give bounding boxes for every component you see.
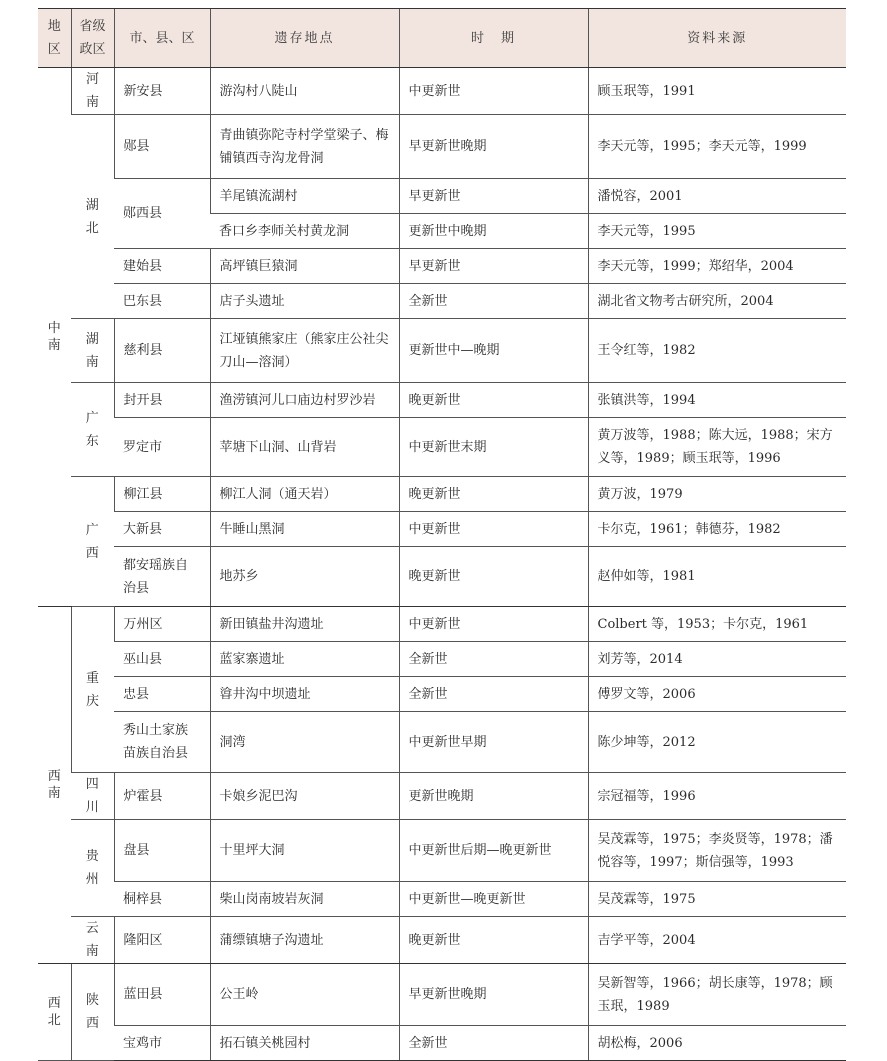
- table-row: [38, 607, 846, 642]
- county-cell: 忠县: [114, 677, 210, 712]
- table-row: [38, 882, 846, 917]
- county-cell: 建始县: [114, 249, 210, 284]
- site-cell: 苹塘下山洞、山背岩: [210, 418, 399, 477]
- source-cell: 傅罗文等，2006: [588, 677, 846, 712]
- table-row: [38, 712, 846, 773]
- header-source: 资料来源: [588, 9, 846, 68]
- table-row: [38, 677, 846, 712]
- period-cell: 中更新世—晚更新世: [399, 882, 588, 917]
- table-row: [38, 917, 846, 964]
- source-cell: Colbert 等，1953；卡尔克，1961: [588, 607, 846, 642]
- site-table: [38, 8, 846, 1061]
- county-cell: 盘县: [114, 820, 210, 882]
- period-cell: 全新世: [399, 642, 588, 677]
- county-cell: 都安瑶族自治县: [114, 547, 210, 607]
- period-cell: 中更新世: [399, 68, 588, 115]
- province-cell: 广东: [71, 383, 114, 477]
- site-cell: 香口乡李师关村黄龙洞: [210, 214, 399, 249]
- source-cell: 刘芳等，2014: [588, 642, 846, 677]
- period-cell: 早更新世: [399, 179, 588, 214]
- source-cell: 潘悦容，2001: [588, 179, 846, 214]
- period-cell: 更新世中—晚期: [399, 319, 588, 383]
- table-row: [38, 512, 846, 547]
- province-cell: 贵州: [71, 820, 114, 917]
- site-cell: 十里坪大洞: [210, 820, 399, 882]
- source-cell: 李天元等，1995；李天元等，1999: [588, 115, 846, 179]
- county-cell: 巫山县: [114, 642, 210, 677]
- province-cell: 广西: [71, 477, 114, 607]
- county-cell: 郧西县: [114, 179, 210, 249]
- site-cell: 蒲缥镇塘子沟遗址: [210, 917, 399, 964]
- county-cell: 秀山土家族苗族自治县: [114, 712, 210, 773]
- period-cell: 全新世: [399, 284, 588, 319]
- period-cell: 更新世中晚期: [399, 214, 588, 249]
- source-cell: 李天元等，1995: [588, 214, 846, 249]
- source-cell: 宗冠福等，1996: [588, 773, 846, 820]
- table-row: [38, 642, 846, 677]
- region-label: 西北: [47, 996, 61, 1028]
- site-cell: 高坪镇巨猿洞: [210, 249, 399, 284]
- site-cell: 地苏乡: [210, 547, 399, 607]
- period-cell: 早更新世晚期: [399, 964, 588, 1026]
- source-cell: 吴新智等，1966；胡长康等，1978；顾玉珉，1989: [588, 964, 846, 1026]
- site-cell: 拓石镇关桃园村: [210, 1026, 399, 1061]
- period-cell: 全新世: [399, 677, 588, 712]
- table-row: [38, 115, 846, 179]
- table-row: [38, 820, 846, 882]
- county-cell: 大新县: [114, 512, 210, 547]
- region-label: 西南: [47, 769, 61, 801]
- period-cell: 晚更新世: [399, 477, 588, 512]
- table-row: [38, 179, 846, 214]
- region-cell: [38, 68, 71, 607]
- source-cell: 黄万波等，1988；陈大远，1988；宋方义等，1989；顾玉珉等，1996: [588, 418, 846, 477]
- header-county: 市、县、区: [114, 9, 210, 68]
- county-cell: 新安县: [114, 68, 210, 115]
- table-row: [38, 773, 846, 820]
- table-row: [38, 1026, 846, 1061]
- header-province: 省级政区: [71, 9, 114, 68]
- header-region: 地区: [38, 9, 71, 68]
- province-cell: 陕西: [71, 964, 114, 1061]
- period-cell: 全新世: [399, 1026, 588, 1061]
- site-cell: 柴山岗南坡岩灰洞: [210, 882, 399, 917]
- source-cell: 吴茂霖等，1975: [588, 882, 846, 917]
- period-cell: 早更新世: [399, 249, 588, 284]
- region-cell: [38, 964, 71, 1061]
- period-cell: 晚更新世: [399, 383, 588, 418]
- province-cell: 湖北: [71, 115, 114, 319]
- county-cell: 蓝田县: [114, 964, 210, 1026]
- site-cell: 店子头遗址: [210, 284, 399, 319]
- site-cell: 洞湾: [210, 712, 399, 773]
- site-cell: 新田镇盐井沟遗址: [210, 607, 399, 642]
- county-cell: 巴东县: [114, 284, 210, 319]
- table-row: [38, 383, 846, 418]
- county-cell: 隆阳区: [114, 917, 210, 964]
- province-cell: 云南: [71, 917, 114, 964]
- source-cell: 黄万波，1979: [588, 477, 846, 512]
- period-cell: 中更新世早期: [399, 712, 588, 773]
- county-cell: 罗定市: [114, 418, 210, 477]
- county-cell: 宝鸡市: [114, 1026, 210, 1061]
- province-cell: 湖南: [71, 319, 114, 383]
- table-row: [38, 68, 846, 115]
- table-row: [38, 964, 846, 1026]
- source-cell: 胡松梅，2006: [588, 1026, 846, 1061]
- county-cell: 桐梓县: [114, 882, 210, 917]
- county-cell: 慈利县: [114, 319, 210, 383]
- table-row: [38, 319, 846, 383]
- table-row: [38, 418, 846, 477]
- province-cell: 重庆: [71, 607, 114, 773]
- site-cell: 青曲镇弥陀寺村学堂梁子、梅铺镇西寺沟龙骨洞: [210, 115, 399, 179]
- table-row: [38, 284, 846, 319]
- province-cell: 四川: [71, 773, 114, 820]
- county-cell: 郧县: [114, 115, 210, 179]
- source-cell: 吉学平等，2004: [588, 917, 846, 964]
- period-cell: 晚更新世: [399, 547, 588, 607]
- source-cell: 卡尔克，1961；韩德芬，1982: [588, 512, 846, 547]
- table-row: [38, 547, 846, 607]
- source-cell: 顾玉珉等，1991: [588, 68, 846, 115]
- site-cell: 卡娘乡泥巴沟: [210, 773, 399, 820]
- period-cell: 中更新世: [399, 512, 588, 547]
- province-cell: 河南: [71, 68, 114, 115]
- header-period: 时 期: [399, 9, 588, 68]
- source-cell: 王令红等，1982: [588, 319, 846, 383]
- header-row: [38, 9, 846, 68]
- county-cell: 柳江县: [114, 477, 210, 512]
- source-cell: 湖北省文物考古研究所，2004: [588, 284, 846, 319]
- period-cell: 中更新世: [399, 607, 588, 642]
- county-cell: 炉霍县: [114, 773, 210, 820]
- county-cell: 封开县: [114, 383, 210, 418]
- period-cell: 早更新世晚期: [399, 115, 588, 179]
- table-row: [38, 477, 846, 512]
- region-label: 中南: [47, 321, 61, 353]
- site-cell: 柳江人洞（通天岩）: [210, 477, 399, 512]
- site-cell: 牛睡山黑洞: [210, 512, 399, 547]
- site-cell: 江垭镇熊家庄（熊家庄公社尖刀山—溶洞）: [210, 319, 399, 383]
- source-cell: 吴茂霖等，1975；李炎贤等，1978；潘悦容等，1997；斯信强等，1993: [588, 820, 846, 882]
- county-cell: 万州区: [114, 607, 210, 642]
- source-cell: 张镇洪等，1994: [588, 383, 846, 418]
- source-cell: 赵仲如等，1981: [588, 547, 846, 607]
- table-row: [38, 249, 846, 284]
- site-cell: 游沟村八陡山: [210, 68, 399, 115]
- period-cell: 更新世晚期: [399, 773, 588, 820]
- site-cell: 蓝家寨遗址: [210, 642, 399, 677]
- site-cell: 渔涝镇河儿口庙边村罗沙岩: [210, 383, 399, 418]
- period-cell: 中更新世后期—晚更新世: [399, 820, 588, 882]
- site-cell: 㽏井沟中坝遗址: [210, 677, 399, 712]
- source-cell: 李天元等，1999；郑绍华，2004: [588, 249, 846, 284]
- region-cell: [38, 607, 71, 964]
- header-site: 遗存地点: [210, 9, 399, 68]
- period-cell: 晚更新世: [399, 917, 588, 964]
- period-cell: 中更新世末期: [399, 418, 588, 477]
- source-cell: 陈少坤等，2012: [588, 712, 846, 773]
- site-cell: 公王岭: [210, 964, 399, 1026]
- site-cell: 羊尾镇流湖村: [210, 179, 399, 214]
